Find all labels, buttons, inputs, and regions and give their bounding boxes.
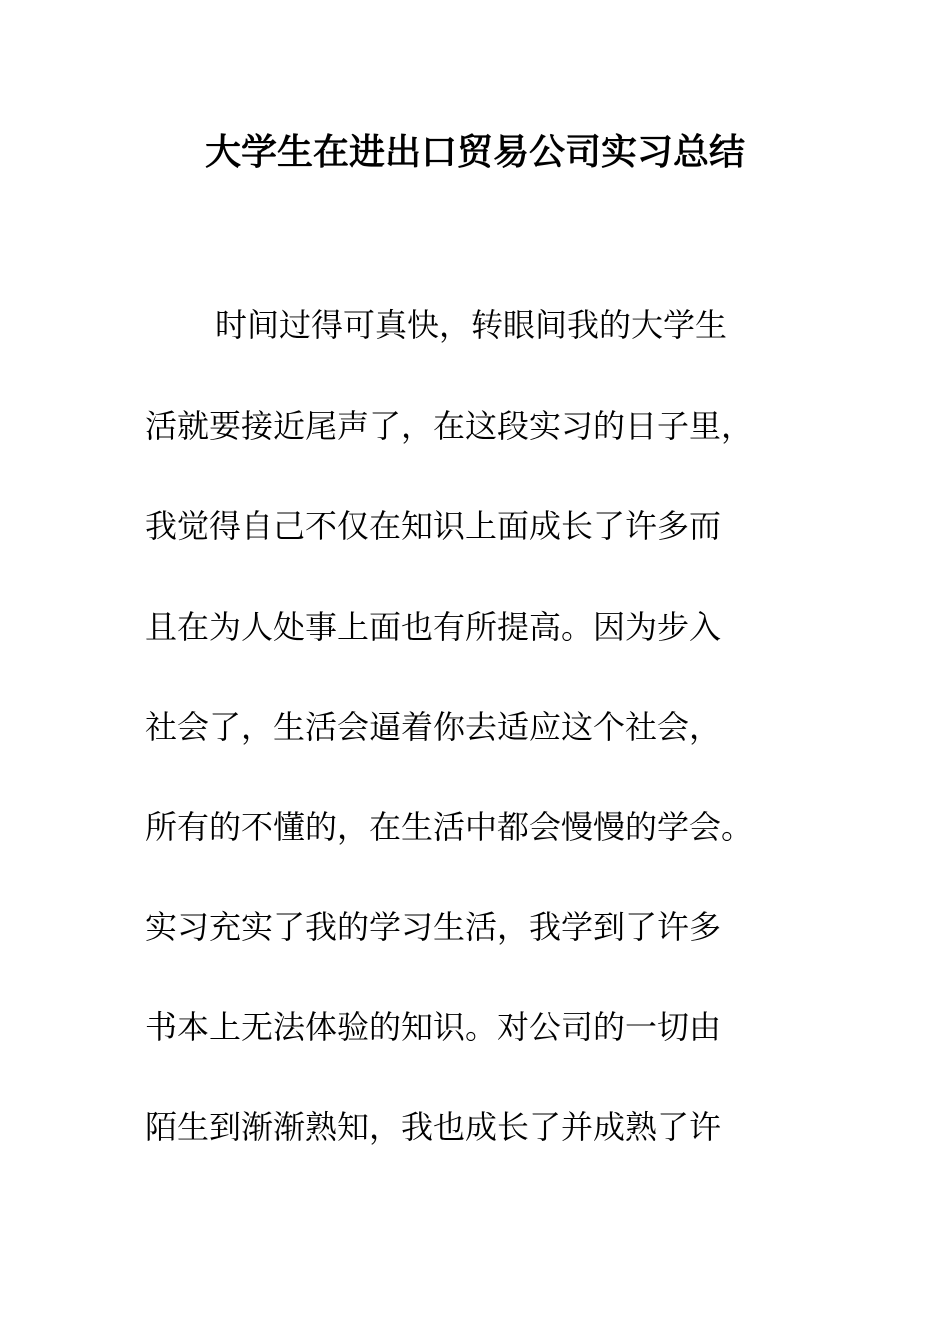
body-line-4: 且在为人处事上面也有所提高。因为步入 [145, 608, 722, 646]
body-line-5: 社会了，生活会逼着你去适应这个社会， [145, 708, 722, 746]
body-line-9: 陌生到渐渐熟知，我也成长了并成熟了许 [145, 1108, 722, 1146]
body-line-1: 时间过得可真快，转眼间我的大学生 [215, 306, 728, 344]
body-line-6: 所有的不懂的，在生活中都会慢慢的学会。 [145, 808, 754, 846]
body-line-8: 书本上无法体验的知识。对公司的一切由 [145, 1008, 722, 1046]
document-title: 大学生在进出口贸易公司实习总结 [204, 132, 745, 173]
body-line-2: 活就要接近尾声了，在这段实习的日子里， [145, 407, 754, 445]
body-line-3: 我觉得自己不仅在知识上面成长了许多而 [145, 507, 722, 545]
body-line-7: 实习充实了我的学习生活，我学到了许多 [145, 908, 722, 946]
